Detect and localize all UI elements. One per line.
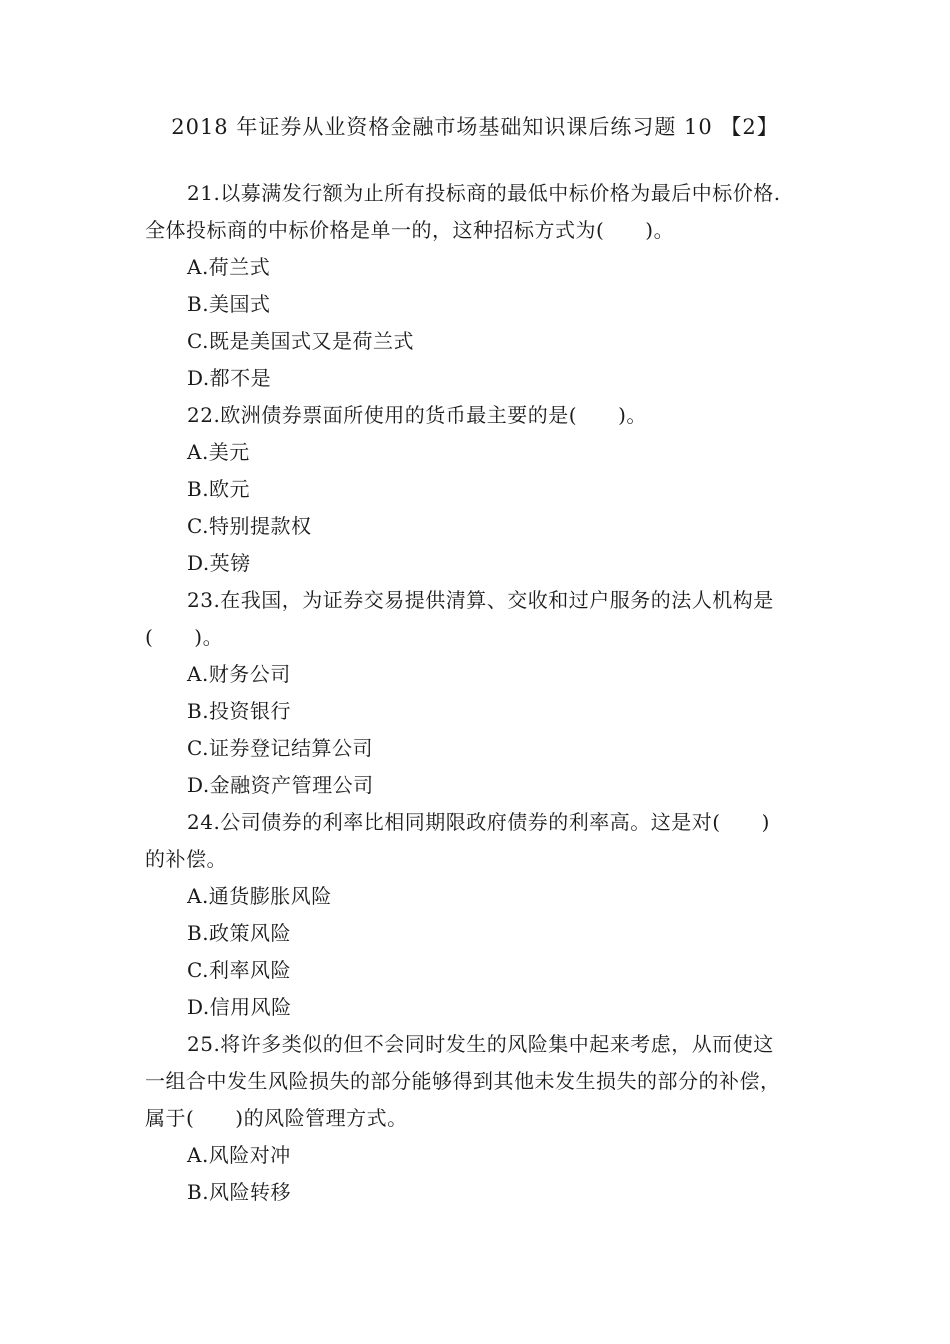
question-25 [145,1026,815,1211]
option-a: A.财务公司 [187,662,291,686]
option-c: C.利率风险 [187,958,291,982]
option-b: B.投资银行 [187,699,292,723]
question-list [145,175,815,1211]
option-d: D.英镑 [187,551,251,575]
option-d: D.信用风险 [187,995,292,1019]
question-text: 21.以募满发行额为止所有投标商的最低中标价格为最后中标价格. [187,181,781,205]
question-24 [145,804,815,1026]
question-text: 的补偿。 [145,847,227,871]
question-text: 25.将许多类似的但不会同时发生的风险集中起来考虑，从而使这 [187,1032,774,1056]
option-b: B.欧元 [187,477,251,501]
question-text: 22.欧洲债券票面所使用的货币最主要的是( )。 [187,403,647,427]
option-d: D.都不是 [187,366,272,390]
question-text: 24.公司债券的利率比相同期限政府债券的利率高。这是对( ) [187,810,770,834]
option-b: B.风险转移 [187,1180,292,1204]
option-d: D.金融资产管理公司 [187,773,374,797]
question-text: 23.在我国，为证券交易提供清算、交收和过户服务的法人机构是 [187,588,774,612]
question-22 [145,397,815,582]
option-c: C.证券登记结算公司 [187,736,373,760]
question-text: 属于( )的风险管理方式。 [145,1106,408,1130]
option-c: C.特别提款权 [187,514,312,538]
question-text: 一组合中发生风险损失的部分能够得到其他未发生损失的部分的补偿， [145,1069,781,1093]
question-23 [145,582,815,804]
option-b: B.政策风险 [187,921,292,945]
option-a: A.通货膨胀风险 [187,884,332,908]
page-title: 2018 年证券从业资格金融市场基础知识课后练习题 10 【2】 [171,115,779,139]
option-b: B.美国式 [187,292,271,316]
question-text: 全体投标商的中标价格是单一的，这种招标方式为( )。 [145,218,675,242]
option-a: A.荷兰式 [187,255,271,279]
option-a: A.风险对冲 [187,1143,291,1167]
question-21 [145,175,815,397]
option-c: C.既是美国式又是荷兰式 [187,329,414,353]
option-a: A.美元 [187,440,250,464]
question-text: ( )。 [145,625,224,649]
